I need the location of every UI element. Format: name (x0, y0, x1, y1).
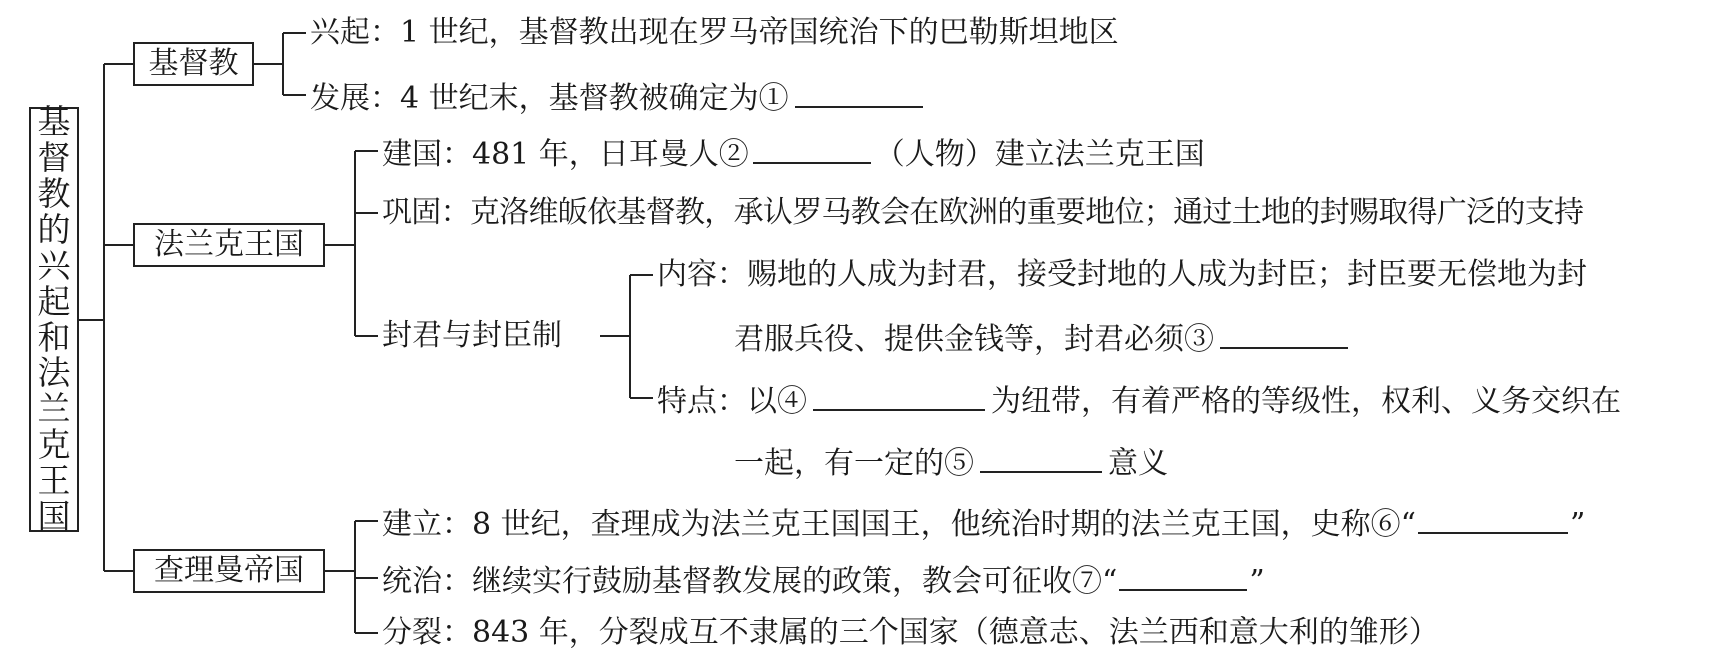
blank-6 (1418, 506, 1568, 534)
root-title-char: 兰 (37, 389, 71, 429)
frankish-kingdom-label: 法兰克王国 (154, 227, 304, 262)
christianity-development-text: 发展：4 世纪末，基督教被确定为① (310, 81, 789, 116)
christianity-rise-text: 兴起：1 世纪，基督教出现在罗马帝国统治下的巴勒斯坦地区 (310, 15, 1119, 50)
root-topic-box (29, 101, 79, 537)
blank-7 (1119, 563, 1247, 591)
charlemagne-establishment-before: 建立：8 世纪，查理成为法兰克王国国王，他统治时期的法兰克王国，史称⑥“ (382, 507, 1416, 542)
blank-1 (795, 80, 923, 108)
frankish-consolidation-text: 巩固：克洛维皈依基督教，承认罗马教会在欧洲的重要地位；通过土地的封赐取得广泛的支持 (382, 195, 1584, 230)
feudal-features-line2-after: 意义 (1108, 446, 1168, 481)
blank-3 (1220, 321, 1348, 349)
charlemagne-rule-line (382, 563, 1265, 597)
root-title-char: 督 (37, 137, 71, 177)
blank-2 (753, 136, 871, 164)
frankish-founding-line (382, 136, 1205, 170)
root-title-char: 克 (37, 425, 71, 465)
feudal-features-line2 (734, 445, 1168, 479)
charlemagne-rule-after: ” (1249, 564, 1265, 599)
feudal-features-line1 (657, 383, 1621, 417)
feudal-content-line2 (734, 321, 1348, 355)
frankish-kingdom-box (133, 223, 325, 267)
charlemagne-empire-box (133, 549, 325, 593)
feudal-features-before: 特点：以④ (657, 384, 807, 419)
feudal-system-label: 封君与封臣制 (382, 318, 562, 353)
root-title-char: 和 (37, 317, 71, 357)
christianity-box (133, 42, 254, 86)
feudal-features-line2-before: 一起，有一定的⑤ (734, 446, 974, 481)
root-title-char: 起 (37, 281, 71, 321)
christianity-development-line (310, 80, 923, 114)
root-topic-title (37, 101, 71, 537)
root-title-char: 教 (37, 173, 71, 213)
charlemagne-establishment-line (382, 506, 1585, 540)
charlemagne-division-text: 分裂：843 年，分裂成互不隶属的三个国家（德意志、法兰西和意大利的雏形） (382, 615, 1439, 650)
charlemagne-establishment-after: ” (1569, 507, 1586, 542)
feudal-content-line2-text: 君服兵役、提供金钱等，封君必须③ (734, 322, 1214, 357)
blank-4 (813, 383, 985, 411)
root-title-char: 基 (37, 101, 71, 141)
frankish-founding-after: （人物）建立法兰克王国 (874, 137, 1205, 172)
feudal-features-after: 为纽带，有着严格的等级性，权利、义务交织在 (991, 384, 1621, 419)
charlemagne-empire-label: 查理曼帝国 (154, 553, 304, 588)
charlemagne-rule-before: 统治：继续实行鼓励基督教发展的政策，教会可征收⑦“ (382, 564, 1118, 599)
frankish-founding-before: 建国：481 年，日耳曼人② (382, 137, 749, 172)
feudal-content-line1: 内容：赐地的人成为封君，接受封地的人成为封臣；封臣要无偿地为封 (657, 257, 1587, 292)
root-title-char: 的 (37, 209, 71, 249)
root-title-char: 兴 (37, 245, 71, 285)
christianity-label: 基督教 (148, 46, 239, 81)
root-title-char: 王 (37, 461, 71, 501)
blank-5 (980, 445, 1102, 473)
root-title-char: 国 (37, 497, 71, 537)
root-title-char: 法 (37, 353, 71, 393)
